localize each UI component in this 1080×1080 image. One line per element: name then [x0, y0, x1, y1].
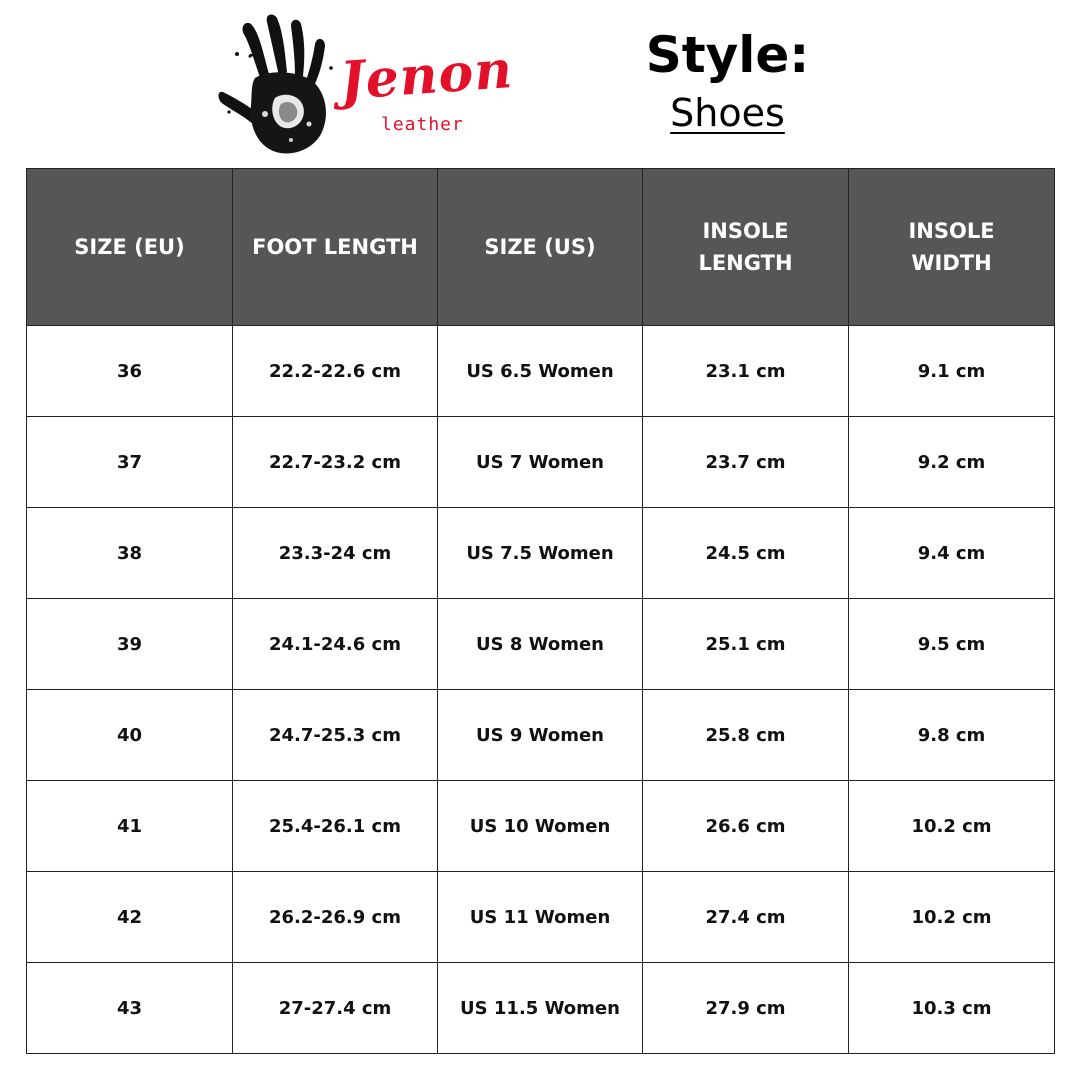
- cell-size-us: US 6.5 Women: [438, 326, 643, 417]
- cell-foot-length: 26.2-26.9 cm: [233, 872, 438, 963]
- cell-foot-length: 22.2-22.6 cm: [233, 326, 438, 417]
- brand-subtitle: leather: [381, 114, 464, 135]
- cell-size-eu: 37: [27, 417, 233, 508]
- cell-insole-width: 10.2 cm: [849, 872, 1055, 963]
- cell-size-us: US 11.5 Women: [438, 963, 643, 1054]
- cell-size-eu: 39: [27, 599, 233, 690]
- size-chart-table: [26, 168, 1055, 1054]
- cell-foot-length: 25.4-26.1 cm: [233, 781, 438, 872]
- cell-insole-length: 27.4 cm: [643, 872, 849, 963]
- table-row: [27, 326, 1055, 417]
- cell-foot-length: 27-27.4 cm: [233, 963, 438, 1054]
- cell-size-us: US 10 Women: [438, 781, 643, 872]
- header-foot-length: FOOT LENGTH: [233, 169, 438, 326]
- table-row: [27, 508, 1055, 599]
- cell-size-us: US 7.5 Women: [438, 508, 643, 599]
- header-size-us: SIZE (US): [438, 169, 643, 326]
- cell-insole-width: 10.2 cm: [849, 781, 1055, 872]
- header-size-eu: SIZE (EU): [27, 169, 233, 326]
- cell-insole-width: 9.8 cm: [849, 690, 1055, 781]
- cell-size-us: US 11 Women: [438, 872, 643, 963]
- cell-foot-length: 23.3-24 cm: [233, 508, 438, 599]
- cell-size-eu: 42: [27, 872, 233, 963]
- table-row: [27, 781, 1055, 872]
- table-row: [27, 417, 1055, 508]
- cell-foot-length: 24.1-24.6 cm: [233, 599, 438, 690]
- table-row: [27, 599, 1055, 690]
- cell-insole-length: 23.1 cm: [643, 326, 849, 417]
- cell-insole-length: 25.8 cm: [643, 690, 849, 781]
- table-header-row: [27, 169, 1055, 326]
- brand-name: Jenon: [338, 39, 515, 112]
- cell-foot-length: 24.7-25.3 cm: [233, 690, 438, 781]
- cell-size-eu: 43: [27, 963, 233, 1054]
- cell-size-eu: 41: [27, 781, 233, 872]
- cell-size-eu: 40: [27, 690, 233, 781]
- table-row: [27, 690, 1055, 781]
- style-block: [600, 26, 855, 135]
- cell-insole-width: 10.3 cm: [849, 963, 1055, 1054]
- cell-insole-length: 24.5 cm: [643, 508, 849, 599]
- cell-insole-length: 25.1 cm: [643, 599, 849, 690]
- cell-insole-width: 9.4 cm: [849, 508, 1055, 599]
- cell-insole-width: 9.2 cm: [849, 417, 1055, 508]
- brand-logo: [215, 14, 520, 159]
- cell-insole-length: 27.9 cm: [643, 963, 849, 1054]
- cell-insole-length: 26.6 cm: [643, 781, 849, 872]
- cell-size-us: US 9 Women: [438, 690, 643, 781]
- style-label: Style:: [645, 26, 810, 84]
- cell-size-us: US 8 Women: [438, 599, 643, 690]
- table-row: [27, 963, 1055, 1054]
- style-value: Shoes: [670, 91, 785, 135]
- cell-insole-width: 9.1 cm: [849, 326, 1055, 417]
- cell-size-eu: 38: [27, 508, 233, 599]
- header-insole-length: INSOLE LENGTH: [643, 169, 849, 326]
- cell-insole-width: 9.5 cm: [849, 599, 1055, 690]
- cell-size-us: US 7 Women: [438, 417, 643, 508]
- header: [0, 0, 1080, 168]
- cell-insole-length: 23.7 cm: [643, 417, 849, 508]
- cell-size-eu: 36: [27, 326, 233, 417]
- table-row: [27, 872, 1055, 963]
- cell-foot-length: 22.7-23.2 cm: [233, 417, 438, 508]
- handprint-icon: [215, 14, 345, 159]
- header-insole-width: INSOLE WIDTH: [849, 169, 1055, 326]
